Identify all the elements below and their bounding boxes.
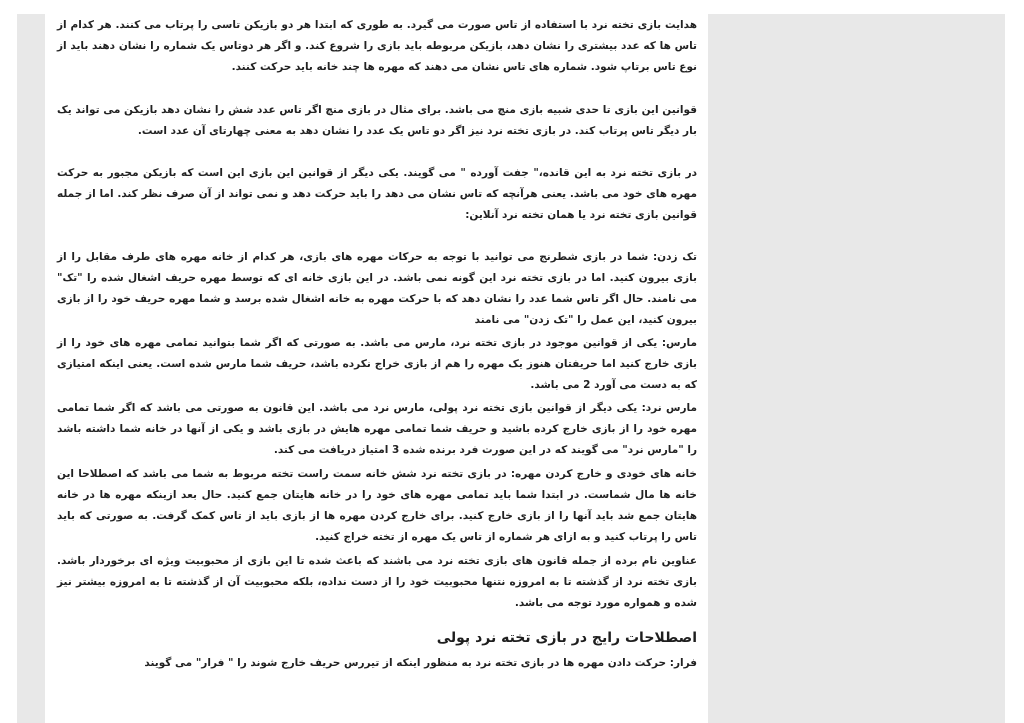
paragraph-popularity: عناوین نام برده از جمله قانون های بازی تخته نرد می باشند که باعث شده تا این بازی از محبوبیت ویژه ای برخوردار باشد. بازی تخته نرد از گذشته تا به امروزه نتنها محبوبیت خود را از دست نداده، بلکه محبوبیت آن از گذشته تا به امروزه بیشتر نیز شده و همواره مورد توجه می باشد. bbox=[57, 555, 697, 609]
article-content bbox=[45, 14, 708, 723]
paragraph-mars-nard: مارس نرد: یکی دیگر از قوانین بازی تخته نرد پولی، مارس نرد می باشد. این قانون به صورتی می باشد که اگر شما تمامی مهره خود را از بازی خارج کرده باشید و حریف شما تمامی مهره هایش در بازی باشد و یکی از آنها در خانه شما داشته باشد را "مارس نرد" می گویند که در این صورت فرد برنده شده 3 امتیاز دریافت می کند. bbox=[57, 402, 697, 456]
paragraph-similar-to-ludo: قوانین این بازی تا حدی شبیه بازی منچ می باشد. برای مثال در بازی منچ اگر تاس عدد شش را نشان دهد بازیکن می تواند یک بار دیگر تاس پرتاب کند. در بازی تخته نرد نیز اگر دو تاس یک عدد را نشان دهد به معنی چهارتای آن عدد است. bbox=[57, 104, 697, 137]
paragraph-mars: مارس: یکی از قوانین موجود در بازی تخته نرد، مارس می باشد. به صورتی که اگر شما بتوانید تمامی مهره های خود را از بازی خارج کنید اما حریفتان هنوز یک مهره را هم از بازی خراج نکرده باشد، حریف شما مارس شده است. یعنی اینکه امتیازی که به دست می آورد 2 می باشد. bbox=[57, 337, 697, 391]
paragraph-home-board: خانه های خودی و خارج کردن مهره: در بازی تخته نرد شش خانه سمت راست تخته مربوط به شما می باشد که اصطلاحا این خانه ها مال شماست. در ابتدا شما باید تمامی مهره های خود را در خانه هایتان جمع کنید. حال بعد ازینکه مهره ها در خانه هایتان جمع شد باید آنها را از بازی خارج کنید. برای خارج کردن مهره ها از بازی باید از تاس کمک گرفت. به صورتی که باید تاس را پرتاب کنید و به ازای هر شماره از تاس یک مهره از تخته خراج کنید. bbox=[57, 468, 697, 543]
paragraph-doubles-rule: در بازی تخته نرد به این قانده،" جفت آورده " می گویند. یکی دیگر از قوانین این بازی این است که بازیکن مجبور به حرکت مهره های خود می باشد. یعنی هرآنچه که تاس نشان می دهد را باید حرکت دهد و نمی تواند از آن صرف نظر کند. اما از جمله قوانین بازی تخته نرد یا همان تخته نرد آنلاین: bbox=[57, 167, 697, 221]
paragraph-escape-term: فرار: حرکت دادن مهره ها در بازی تخته نرد به منظور اینکه از تیررس حریف خارج شوند را " فرار" می گویند bbox=[144, 657, 697, 669]
section-heading: اصطلاحات رایج در بازی تخته نرد پولی bbox=[436, 630, 697, 646]
paragraph-hitting: تک زدن: شما در بازی شطرنج می توانید با توجه به حرکات مهره های بازی، هر کدام از خانه مهره های طرف مقابل را از بازی بیرون کنید. اما در بازی تخته نرد این گونه نمی باشد. در این بازی خانه ای که توسط مهره حریف اشغال شده را "تک" می نامند. حال اگر تاس شما عدد را نشان دهد که با حرکت مهره به خانه اشغال شده برسد و شما مهره حریف خود را از بازی بیرون کنید، این عمل را "تک زدن" می نامند bbox=[57, 251, 697, 326]
paragraph-dice-rules: هدایت بازی تخته نرد با استفاده از تاس صورت می گیرد. به طوری که ابتدا هر دو بازیکن تاسی را پرتاب می کنند. هر کدام از تاس ها که عدد بیشتری را نشان دهد، بازیکن مربوطه باید بازی را شروع کند. و اگر هر دوتاس یک شماره را نشان دهند باید از نوع تاس برتاپ شود. شماره های تاس نشان می دهند که مهره ها چند خانه باید حرکت کنند. bbox=[57, 19, 697, 73]
